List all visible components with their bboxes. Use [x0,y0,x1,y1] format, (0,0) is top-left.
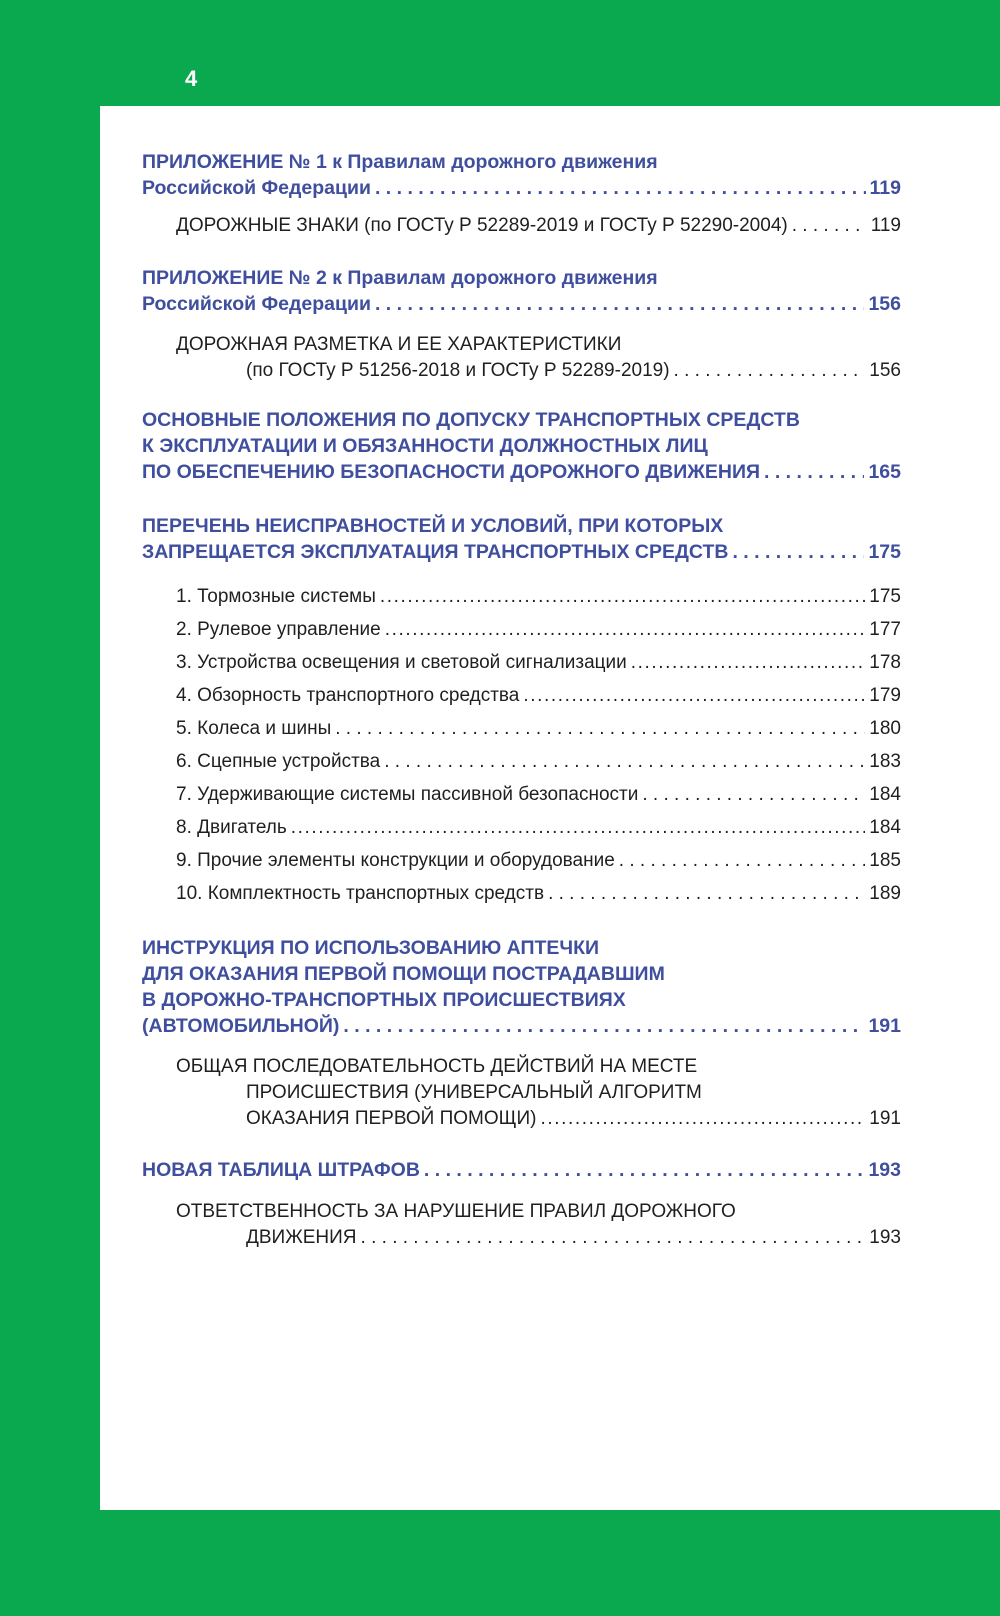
toc-heading-appendix2-line1[interactable]: ПРИЛОЖЕНИЕ № 2 к Правилам дорожного движения [142,267,658,289]
toc-page-number: 156 [868,293,901,315]
toc-entry-text: ДВИЖЕНИЯ [246,1227,357,1248]
toc-entry-text: НОВАЯ ТАБЛИЦА ШТРАФОВ [142,1159,420,1181]
toc-item[interactable] [176,586,901,608]
toc-item[interactable] [176,718,901,740]
toc-page-number: 184 [869,817,901,838]
toc-page-number: 178 [869,652,901,673]
toc-entry-text: ДОРОЖНЫЕ ЗНАКИ (по ГОСТу Р 52289-2019 и ГОСТу Р 52290-2004) [176,215,788,236]
toc-page-number: 185 [869,850,901,871]
toc-entry-fines[interactable] [142,1159,901,1182]
toc-entry-text: 6. Сцепные устройства [176,751,381,772]
leader-dots [375,177,866,200]
leader-dots [642,784,865,806]
toc-page-number: 177 [869,619,901,640]
leader-dots [424,1159,865,1182]
leader-dots [619,850,866,872]
toc-entry-text: ЗАПРЕЩАЕТСЯ ЭКСПЛУАТАЦИЯ ТРАНСПОРТНЫХ СРЕДСТВ [142,541,729,563]
leader-dots [385,619,866,641]
toc-entry-text: (АВТОМОБИЛЬНОЙ) [142,1015,340,1037]
toc-item[interactable] [176,652,901,674]
toc-page-number: 191 [868,1015,901,1037]
toc-entry-text: 9. Прочие элементы конструкции и оборудование [176,850,615,871]
toc-entry-text: 8. Двигатель [176,817,287,838]
toc-page-number: 193 [869,1227,901,1248]
toc-heading-firstaid-line2[interactable]: ДЛЯ ОКАЗАНИЯ ПЕРВОЙ ПОМОЩИ ПОСТРАДАВШИМ [142,963,665,985]
toc-entry-text: 10. Комплектность транспортных средств [176,883,545,904]
toc-subentry-liability-line1[interactable]: ОТВЕТСТВЕННОСТЬ ЗА НАРУШЕНИЕ ПРАВИЛ ДОРОЖНОГО [176,1201,736,1222]
toc-entry-appendix1[interactable] [142,177,901,200]
toc-heading-appendix1-line1[interactable]: ПРИЛОЖЕНИЕ № 1 к Правилам дорожного движения [142,151,658,173]
toc-heading-firstaid-line1[interactable]: ИНСТРУКЦИЯ ПО ИСПОЛЬЗОВАНИЮ АПТЕЧКИ [142,937,600,959]
toc-subentry-road-marking[interactable] [246,360,901,382]
toc-entry-text: 3. Устройства освещения и световой сигнализации [176,652,627,673]
leader-dots [792,215,867,237]
toc-item[interactable] [176,619,901,641]
toc-item[interactable] [176,883,901,905]
toc-entry-text: Российской Федерации [142,293,371,315]
toc-page-number: 179 [869,685,901,706]
toc-entry-text: 4. Обзорность транспортного средства [176,685,520,706]
leader-dots [343,1015,864,1038]
page-number: 4 [185,66,198,91]
toc-item[interactable] [176,784,901,806]
toc-subentry-general-sequence-line1[interactable]: ОБЩАЯ ПОСЛЕДОВАТЕЛЬНОСТЬ ДЕЙСТВИЙ НА МЕСТЕ [176,1056,698,1077]
toc-subentry-liability[interactable] [246,1227,901,1249]
toc-heading-basics-line2[interactable]: К ЭКСПЛУАТАЦИИ И ОБЯЗАННОСТИ ДОЛЖНОСТНЫХ ЛИЦ [142,435,708,457]
toc-page [100,106,1000,1510]
leader-dots [674,360,866,382]
toc-subentry-road-signs[interactable] [176,215,901,237]
toc-entry-text: ПО ОБЕСПЕЧЕНИЮ БЕЗОПАСНОСТИ ДОРОЖНОГО ДВИЖЕНИЯ [142,461,760,483]
toc-entry-text: 2. Рулевое управление [176,619,381,640]
toc-subentry-general-sequence-line2[interactable]: ПРОИСШЕСТВИЯ (УНИВЕРСАЛЬНЫЙ АЛГОРИТМ [246,1082,702,1103]
toc-page-number: 184 [869,784,901,805]
toc-subentry-general-sequence[interactable] [246,1108,901,1130]
toc-item[interactable] [176,850,901,872]
toc-entry-text: 1. Тормозные системы [176,586,376,607]
toc-entry-text: 5. Колеса и шины [176,718,332,739]
toc-page-number: 156 [869,360,901,381]
toc-subentry-road-marking-line1[interactable]: ДОРОЖНАЯ РАЗМЕТКА И ЕЕ ХАРАКТЕРИСТИКИ [176,334,622,355]
leader-dots [380,586,865,608]
toc-page-number: 189 [869,883,901,904]
leader-dots [540,1108,865,1130]
toc-entry-text: Российской Федерации [142,177,371,199]
leader-dots [523,685,865,707]
toc-entry-appendix2[interactable] [142,293,901,316]
toc-entry-firstaid[interactable] [142,1015,901,1038]
leader-dots [291,817,866,839]
leader-dots [732,541,864,564]
toc-entry-text: ОКАЗАНИЯ ПЕРВОЙ ПОМОЩИ) [246,1108,537,1129]
leader-dots [375,293,865,316]
toc-item[interactable] [176,751,901,773]
leader-dots [764,461,864,484]
toc-entry-basics[interactable] [142,461,901,484]
leader-dots [384,751,865,773]
toc-page-number: 165 [868,461,901,483]
toc-item[interactable] [176,817,901,839]
toc-page-number: 119 [869,177,901,199]
toc-page-number: 193 [868,1159,901,1181]
leader-dots [631,652,866,674]
toc-page-number: 119 [870,215,901,236]
toc-heading-basics-line1[interactable]: ОСНОВНЫЕ ПОЛОЖЕНИЯ ПО ДОПУСКУ ТРАНСПОРТНЫХ СРЕДСТВ [142,409,800,431]
leader-dots [548,883,865,905]
toc-page-number: 183 [869,751,901,772]
leader-dots [335,718,865,740]
toc-page-number: 175 [869,586,901,607]
toc-heading-faults-line1[interactable]: ПЕРЕЧЕНЬ НЕИСПРАВНОСТЕЙ И УСЛОВИЙ, ПРИ КОТОРЫХ [142,515,724,537]
toc-heading-firstaid-line3[interactable]: В ДОРОЖНО-ТРАНСПОРТНЫХ ПРОИСШЕСТВИЯХ [142,989,626,1011]
toc-page-number: 180 [869,718,901,739]
toc-page-number: 175 [868,541,901,563]
toc-item[interactable] [176,685,901,707]
leader-dots [361,1227,866,1249]
toc-entry-faults[interactable] [142,541,901,564]
toc-entry-text: 7. Удерживающие системы пассивной безопасности [176,784,639,805]
toc-entry-text: (по ГОСТу Р 51256-2018 и ГОСТу Р 52289-2019) [246,360,670,381]
toc-page-number: 191 [869,1108,901,1129]
